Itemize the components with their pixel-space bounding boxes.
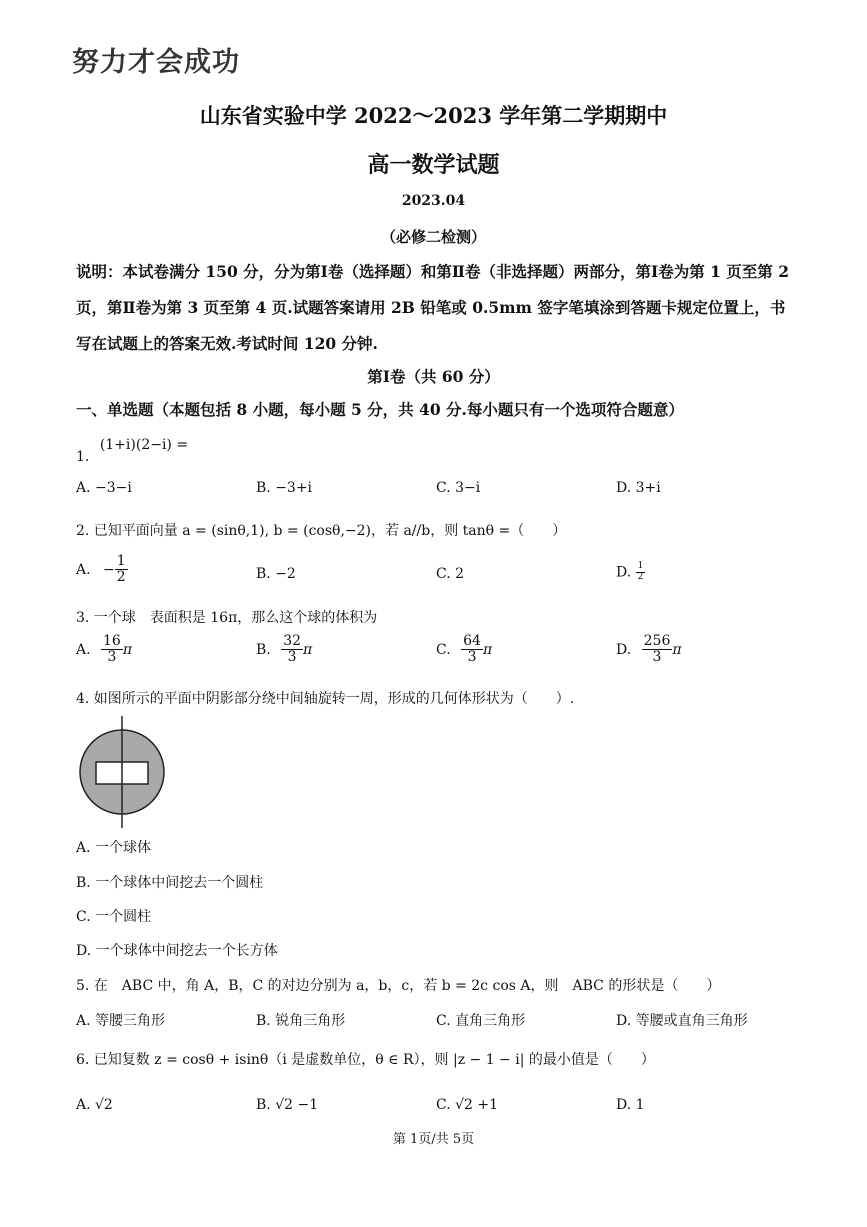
question-1-expr: (1+i)(2−i) =	[99, 437, 189, 453]
q3-option-c-fraction	[461, 634, 483, 666]
motto: 努力才会成功	[72, 47, 240, 78]
q6-option-c: C. √2 +1	[436, 1097, 499, 1113]
q3-option-a-denominator: 3	[107, 649, 117, 666]
q3-option-b-pi: π	[303, 641, 313, 658]
q5-option-c: C. 直角三角形	[436, 1013, 526, 1029]
q3-option-d-label: D.	[616, 641, 632, 658]
q3-option-c-label: C.	[436, 641, 451, 658]
question-4: 4. 如图所示的平面中阴影部分绕中间轴旋转一周，形成的几何体形状为（ ）.	[76, 691, 575, 707]
q3-option-d-pi: π	[672, 641, 682, 658]
q4-option-a: A. 一个球体	[76, 840, 152, 856]
q3-option-b-fraction	[281, 634, 303, 666]
q3-option-b-numerator: 32	[283, 633, 302, 649]
exam-subtitle: 高一数学试题	[367, 152, 500, 178]
q2-option-d-label: D.	[616, 564, 632, 581]
q6-option-a: A. √2	[76, 1097, 113, 1113]
q4-option-c: C. 一个圆柱	[76, 909, 152, 925]
q3-option-a-numerator: 16	[103, 633, 121, 649]
q3-option-b-label: B.	[256, 641, 271, 658]
q3-option-d	[616, 634, 682, 666]
q3-option-c-pi: π	[482, 641, 493, 658]
q2-option-d-numerator: 1	[637, 561, 644, 571]
q1-option-c: C. 3−i	[436, 480, 481, 496]
q1-option-a: A. −3−i	[76, 480, 132, 496]
q3-option-d-fraction	[642, 634, 673, 666]
q3-option-a-pi: π	[122, 641, 133, 658]
question-3: 3. 一个球 表面积是 16π，那么这个球的体积为	[76, 610, 378, 626]
q2-option-a-sign: −	[103, 561, 115, 578]
section-title: 第Ⅰ卷（共 60 分）	[367, 367, 500, 386]
question-6: 6. 已知复数 z = cosθ + isinθ（i 是虚数单位，θ ∈ R），则 |z − 1 − i| 的最小值是（ ）	[76, 1052, 655, 1068]
question-2: 2. 已知平面向量 a = (sinθ,1), b = (cosθ,−2)，若 a//b，则 tanθ =（ ）	[76, 523, 567, 539]
instructions: 说明：本试卷满分 150 分，分为第Ⅰ卷（选择题）和第Ⅱ卷（非选择题）两部分，第Ⅰ卷为第 1 页至第 2 页，第Ⅱ卷为第 3 页至第 4 页.试题答案请用 2B 铅笔或 0.5mm 签字笔填涂到答题卡规定位置上，书写在试题上的答案无效.考试时间 120 分钟.	[76, 262, 789, 353]
q2-option-c: C. 2	[436, 566, 465, 582]
q1-option-b: B. −3+i	[256, 480, 313, 496]
q3-option-a-fraction	[101, 634, 123, 666]
question-1	[76, 437, 189, 465]
question-5: 5. 在 ABC 中，角 A，B，C 的对边分别为 a，b，c，若 b = 2c cos A，则 ABC 的形状是（ ）	[76, 978, 721, 994]
q5-option-b: B. 锐角三角形	[256, 1013, 346, 1029]
q4-option-d: D. 一个球体中间挖去一个长方体	[76, 943, 278, 959]
q3-option-d-numerator: 256	[643, 633, 671, 649]
page-footer: 第 1页/共 5页	[392, 1132, 475, 1147]
exam-title: 山东省实验中学 2022～2023 学年第二学期期中	[199, 103, 668, 128]
q3-option-a	[76, 634, 132, 666]
question-1-number: 1.	[76, 449, 90, 465]
q6-option-d: D. 1	[616, 1097, 645, 1113]
q3-option-b	[256, 634, 312, 666]
q2-option-a	[76, 554, 128, 586]
q3-option-d-denominator: 3	[652, 649, 662, 666]
q2-option-d-fraction	[636, 562, 646, 583]
q3-option-b-denominator: 3	[287, 649, 297, 666]
q3-option-a-label: A.	[76, 641, 91, 658]
q2-option-a-label: A.	[76, 561, 91, 578]
q2-option-a-fraction	[115, 554, 128, 586]
q2-option-a-numerator: 1	[116, 553, 126, 569]
q3-option-c	[436, 634, 492, 666]
exam-note: （必修二检测）	[380, 228, 486, 246]
rotation-figure	[72, 712, 182, 832]
q2-option-b: B. −2	[256, 566, 296, 582]
q5-option-d: D. 等腰或直角三角形	[616, 1013, 748, 1029]
q2-option-d-denominator: 2	[637, 571, 644, 582]
q2-option-d	[616, 562, 645, 583]
q3-option-c-denominator: 3	[467, 649, 477, 666]
exam-date: 2023.04	[401, 193, 466, 209]
q3-option-c-numerator: 64	[463, 633, 481, 649]
q4-option-b: B. 一个球体中间挖去一个圆柱	[76, 875, 264, 891]
q1-option-d: D. 3+i	[616, 480, 661, 496]
q5-option-a: A. 等腰三角形	[76, 1013, 166, 1029]
q6-option-b: B. √2 −1	[256, 1097, 319, 1113]
section-heading: 一、单选题（本题包括 8 小题，每小题 5 分，共 40 分.每小题只有一个选项符合题意）	[76, 400, 684, 419]
q2-option-a-denominator: 2	[116, 569, 126, 586]
